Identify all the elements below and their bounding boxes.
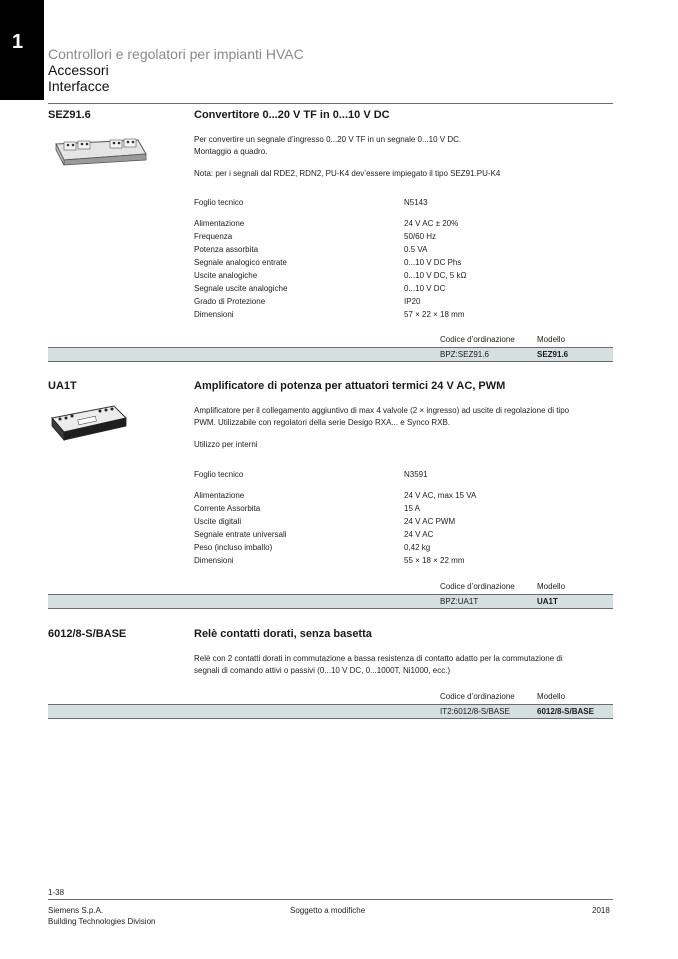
page-title	[48, 62, 109, 94]
spec-row: Alimentazione 24 V AC ± 20%	[194, 219, 459, 228]
order-code-header: Codice d’ordinazione	[440, 582, 515, 591]
spec-row: Frequenza 50/60 Hz	[194, 232, 437, 241]
footer-year: 2018	[592, 906, 610, 915]
page-number: 1-38	[48, 888, 65, 897]
model-header: Modello	[537, 335, 566, 344]
product-description: Per convertire un segnale d’ingresso 0...20 V TF in un segnale 0...10 V DC. Montaggio a quadro. Nota: per i segnali dal RDE2, RDN2, PU-K4 dev’essere impiegato il tipo SEZ91.PU-K4	[194, 134, 618, 180]
product-title: Relè contatti dorati, senza basetta	[194, 628, 372, 640]
spec-row: Uscite digitali 24 V AC PWM	[194, 517, 456, 526]
order-code: IT2:6012/8-S/BASE	[440, 707, 510, 716]
chapter-number: 1	[12, 31, 24, 53]
product-code: 6012/8-S/BASE	[48, 628, 127, 640]
model-code: UA1T	[537, 597, 558, 606]
model-header: Modello	[537, 582, 566, 591]
model-header: Modello	[537, 692, 566, 701]
model-code: SEZ91.6	[537, 350, 569, 359]
order-code: BPZ:UA1T	[440, 597, 479, 606]
order-row	[48, 704, 613, 719]
spec-row: Grado di Protezione IP20	[194, 297, 421, 306]
spec-row: Segnale entrate universali 24 V AC	[194, 530, 434, 539]
page-category: Controllori e regolatori per impianti HVAC	[48, 46, 304, 62]
chapter-tab	[0, 0, 44, 100]
spec-row: Foglio tecnico N5143	[194, 198, 428, 207]
spec-row: Foglio tecnico N3591	[194, 470, 428, 479]
header-divider	[48, 103, 613, 104]
footer-note: Soggetto a modifiche	[290, 906, 366, 915]
order-code: BPZ:SEZ91.6	[440, 350, 489, 359]
spec-row: Segnale uscite analogiche 0...10 V DC	[194, 284, 446, 293]
converter-module-image	[48, 130, 148, 166]
spec-row: Potenza assorbita 0.5 VA	[194, 245, 428, 254]
footer-company	[48, 905, 155, 927]
product-description: Relè con 2 contatti dorati in commutazione a bassa resistenza di contatto adatto per la commutazione di segnali di comando attivi o passivi (0...10 V DC, 0...1000T, Ni1000, ecc.)	[194, 654, 563, 675]
spec-row: Uscite analogiche 0...10 V DC, 5 kΩ	[194, 271, 467, 280]
product-note: Utilizzo per interni	[194, 440, 258, 449]
spec-table	[194, 468, 614, 567]
amplifier-module-image	[48, 400, 130, 442]
order-row	[48, 347, 613, 362]
spec-row: Corrente Assorbita 15 A	[194, 504, 421, 513]
model-code: 6012/8-S/BASE	[537, 707, 594, 716]
spec-row: Dimensioni 57 × 22 × 18 mm	[194, 310, 465, 319]
order-code-header: Codice d’ordinazione	[440, 335, 515, 344]
order-row	[48, 594, 613, 609]
product-description: Amplificatore per il collegamento aggiuntivo di max 4 valvole (2 × ingresso) ad uscite di regolazione di tipo PWM. Utilizzabile con regolatori della serie Desigo RXA... e Synco RXB. Utilizzo per interni	[194, 405, 618, 451]
subsection-title: Interfacce	[48, 78, 110, 94]
division-name: Building Technologies Division	[48, 917, 156, 926]
spec-row: Dimensioni 55 × 18 × 22 mm	[194, 556, 465, 565]
spec-table	[194, 196, 614, 321]
company-name: Siemens S.p.A.	[48, 906, 104, 915]
footer-divider	[48, 899, 613, 900]
section-title: Accessori	[48, 62, 109, 78]
product-note: Nota: per i segnali dal RDE2, RDN2, PU-K4 dev’essere impiegato il tipo SEZ91.PU-K4	[194, 169, 501, 178]
product-title: Convertitore 0...20 V TF in 0...10 V DC	[194, 109, 390, 121]
spec-row: Segnale analogico entrate 0...10 V DC Phs	[194, 258, 462, 267]
product-code: UA1T	[48, 380, 77, 392]
product-code: SEZ91.6	[48, 109, 91, 121]
spec-row: Alimentazione 24 V AC, max 15 VA	[194, 491, 477, 500]
product-title: Amplificatore di potenza per attuatori termici 24 V AC, PWM	[194, 380, 506, 392]
spec-row: Peso (incluso imballo) 0,42 kg	[194, 543, 431, 552]
order-code-header: Codice d’ordinazione	[440, 692, 515, 701]
